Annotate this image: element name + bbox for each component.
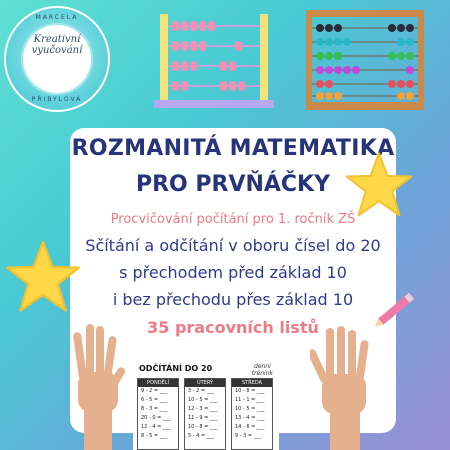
exercise-row: 12 - 3 = ___ (188, 406, 218, 412)
abacus-rows (168, 26, 260, 86)
column-header: STŘEDA (232, 379, 272, 387)
worksheet-preview (133, 360, 279, 450)
abacus-right-post (260, 14, 268, 106)
worksheet-column-wednesday (231, 378, 273, 450)
exercise-row: 20 - 0 = ___ (141, 415, 171, 421)
exercise-row: 10 - 8 = ___ (235, 388, 265, 394)
logo-bottom-text: PŘIBYLOVÁ (31, 96, 83, 103)
exercise-row: 5 - 4 = ___ (188, 433, 215, 439)
worksheet-column-monday (137, 378, 179, 450)
worksheet-note-line2: trénink (251, 370, 273, 377)
pencil-icon (372, 284, 422, 332)
exercise-row: 10 - 5 = ___ (235, 406, 265, 412)
exercise-row: 6 - 5 = ___ (141, 397, 168, 403)
right-hand-icon (310, 324, 374, 450)
worksheet-column-tuesday (184, 378, 226, 450)
exercise-row: 8 - 5 = ___ (141, 433, 168, 439)
exercise-row: 14 - 6 = ___ (235, 424, 265, 430)
exercise-row: 10 - 5 = ___ (188, 397, 218, 403)
exercise-row: 13 - 4 = ___ (235, 415, 265, 421)
wooden-abacus-icon (302, 6, 428, 116)
title-line-1: ROZMANITÁ MATEMATIKA (71, 136, 395, 161)
logo-script-line2: vyučování (31, 45, 83, 56)
worksheet-title: ODČÍTÁNÍ DO 20 (139, 364, 213, 373)
exercise-row: 11 - 1 = ___ (235, 397, 265, 403)
abacus-base (154, 100, 274, 108)
description-line-3: i bez přechodu přes základ 10 (112, 290, 354, 309)
left-hand-icon (72, 322, 128, 450)
exercise-row: 9 - 3 = ___ (235, 433, 262, 439)
exercise-row: 8 - 3 = ___ (141, 406, 168, 412)
exercise-row: 11 - 9 = ___ (188, 415, 218, 421)
description-line-2: s přechodem před základ 10 (119, 263, 347, 282)
subtitle: Procvičování počítání pro 1. ročník ZŠ (110, 212, 356, 227)
logo-script-line1: Kreativní (33, 34, 81, 45)
column-header: ÚTERÝ (185, 379, 225, 387)
exercise-row: 10 - 8 = ___ (188, 424, 218, 430)
wooden-abacus-beads (316, 24, 414, 100)
star-icon (344, 150, 414, 220)
logo-top-text: MARCELA (35, 14, 79, 21)
abacus-left-post (160, 14, 168, 106)
column-header: PONDĚLÍ (138, 379, 178, 387)
description-line-1: Sčítání a odčítání v oboru čísel do 20 (85, 236, 381, 255)
abacus-icon (150, 6, 280, 114)
title-line-2: PRO PRVŇÁČKY (135, 172, 331, 197)
sheet-count: 35 pracovních listů (147, 318, 319, 337)
exercise-row: 9 - 2 = ___ (141, 388, 168, 394)
star-icon (4, 238, 82, 316)
worksheet-note-line1: denní (253, 363, 271, 370)
logo-badge (4, 6, 110, 112)
exercise-row: 3 - 2 = ___ (188, 388, 215, 394)
logo-script (6, 34, 108, 56)
exercise-row: 12 - 4 = ___ (141, 424, 171, 430)
abacus-beads (172, 21, 245, 91)
worksheet-note (252, 363, 273, 377)
